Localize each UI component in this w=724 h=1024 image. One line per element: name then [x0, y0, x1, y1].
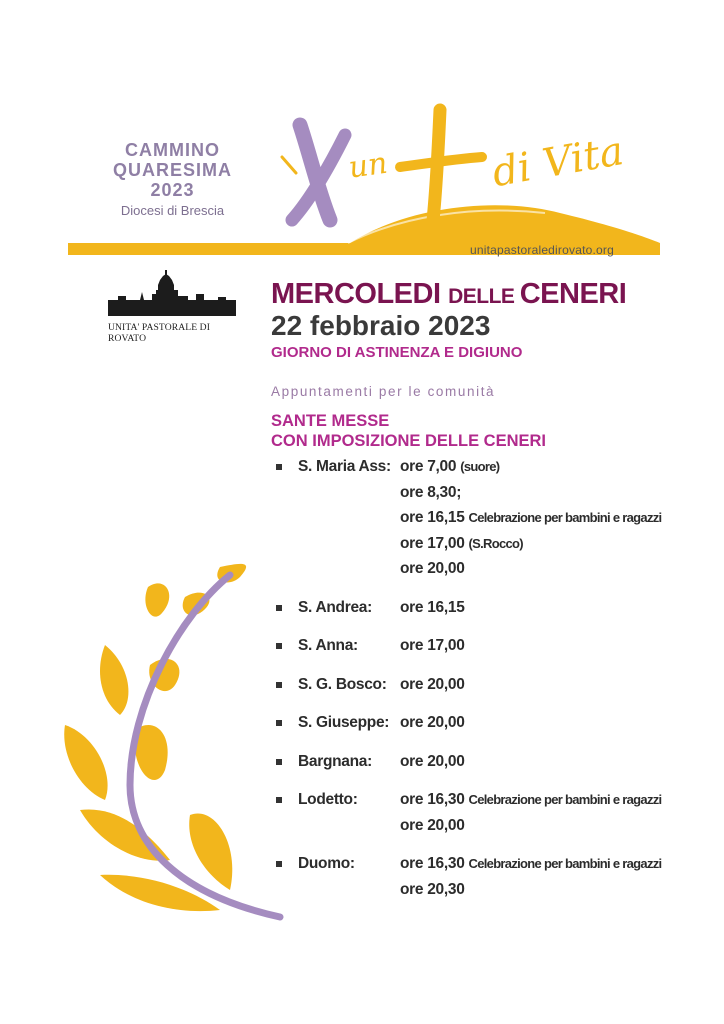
- church-name: Duomo:: [298, 855, 355, 872]
- mass-times: [400, 791, 700, 842]
- olive-branch-icon: [60, 555, 300, 925]
- mass-time-row: [400, 881, 700, 907]
- mass-time: ore 16,15: [400, 598, 465, 616]
- mass-note: Celebrazione per bambini e ragazzi: [468, 856, 662, 871]
- church-name: S. Giuseppe:: [298, 714, 390, 731]
- mass-time: ore 8,30;: [400, 483, 462, 501]
- bullet-icon: [276, 464, 282, 470]
- mass-note: Celebrazione per bambini e ragazzi: [468, 792, 662, 807]
- church-name: S. Anna:: [298, 637, 358, 654]
- logo-cross-vertical: [432, 110, 440, 230]
- masses-heading-line-2: CON IMPOSIZIONE DELLE CENERI: [271, 432, 547, 450]
- church-name: Bargnana:: [298, 752, 372, 770]
- mass-time-row: [400, 753, 700, 779]
- mass-time: ore 16,30: [400, 855, 465, 872]
- parish-name: UNITA' PASTORALE DI ROVATO: [108, 322, 211, 344]
- mass-note: (suore): [460, 459, 500, 474]
- church-name: S. Maria Ass:: [298, 458, 391, 475]
- mass-time-row: [400, 509, 700, 535]
- mass-time-row: [400, 599, 700, 625]
- campaign-line-2: QUARESIMA: [112, 160, 232, 180]
- mass-time-row: [400, 560, 700, 586]
- mass-time: ore 20,00: [400, 560, 465, 577]
- mass-time: ore 20,00: [400, 816, 465, 834]
- mass-time: ore 16,15: [400, 509, 465, 526]
- mass-note: Celebrazione per bambini e ragazzi: [468, 510, 662, 525]
- mass-time: ore 20,30: [400, 880, 465, 898]
- title-part-2: DELLE: [448, 285, 520, 308]
- mass-time-row: [400, 714, 700, 740]
- mass-time-row: [400, 535, 700, 561]
- mass-time: ore 17,00: [400, 637, 465, 654]
- mass-time-row: [400, 676, 700, 702]
- campaign-line-3: 2023: [150, 180, 195, 200]
- mass-times: [400, 599, 700, 625]
- mass-times: [400, 753, 700, 779]
- page-title: [271, 278, 626, 311]
- mass-times: [400, 714, 700, 740]
- mass-time: ore 16,30: [400, 791, 465, 808]
- mass-time: ore 20,00: [400, 752, 465, 770]
- logo-word-un: un: [346, 145, 390, 186]
- title-part-3: CENERI: [519, 278, 627, 310]
- appointments-heading: Appuntamenti per le comunità: [271, 384, 496, 399]
- church-name: S. Andrea:: [298, 598, 372, 616]
- event-date: 22 febbraio 2023: [271, 310, 491, 341]
- mass-times: [400, 855, 700, 906]
- campaign-logo-banner: [0, 95, 724, 265]
- masses-heading: [271, 411, 546, 451]
- masses-heading-line-1: SANTE MESSE: [271, 412, 390, 430]
- subtitle: GIORNO DI ASTINENZA E DIGIUNO: [271, 344, 523, 361]
- church-skyline-icon: [108, 270, 236, 320]
- mass-time: ore 17,00: [400, 534, 465, 552]
- logo-cross-horizontal: [400, 157, 482, 167]
- logo-words-di-vita: di Vita: [488, 127, 627, 197]
- mass-time: ore 7,00: [400, 458, 457, 475]
- mass-time-row: [400, 458, 700, 484]
- mass-time-row: [400, 855, 700, 881]
- mass-time: ore 20,00: [400, 714, 465, 731]
- mass-time-row: [400, 484, 700, 510]
- mass-time-row: [400, 637, 700, 663]
- website-url: unitapastoraledirovato.org: [470, 243, 614, 257]
- church-name: S. G. Bosco:: [298, 675, 387, 693]
- mass-time-row: [400, 817, 700, 843]
- mass-times: [400, 676, 700, 702]
- mass-time-row: [400, 791, 700, 817]
- title-part-1: MERCOLEDI: [271, 278, 449, 310]
- mass-time: ore 20,00: [400, 675, 465, 693]
- mass-times: [400, 458, 700, 586]
- mass-note: (S.Rocco): [468, 535, 523, 551]
- mass-times: [400, 637, 700, 663]
- diocese-label: Diocesi di Brescia: [120, 203, 225, 218]
- church-name: Lodetto:: [298, 791, 358, 808]
- campaign-line-1: CAMMINO: [125, 140, 220, 160]
